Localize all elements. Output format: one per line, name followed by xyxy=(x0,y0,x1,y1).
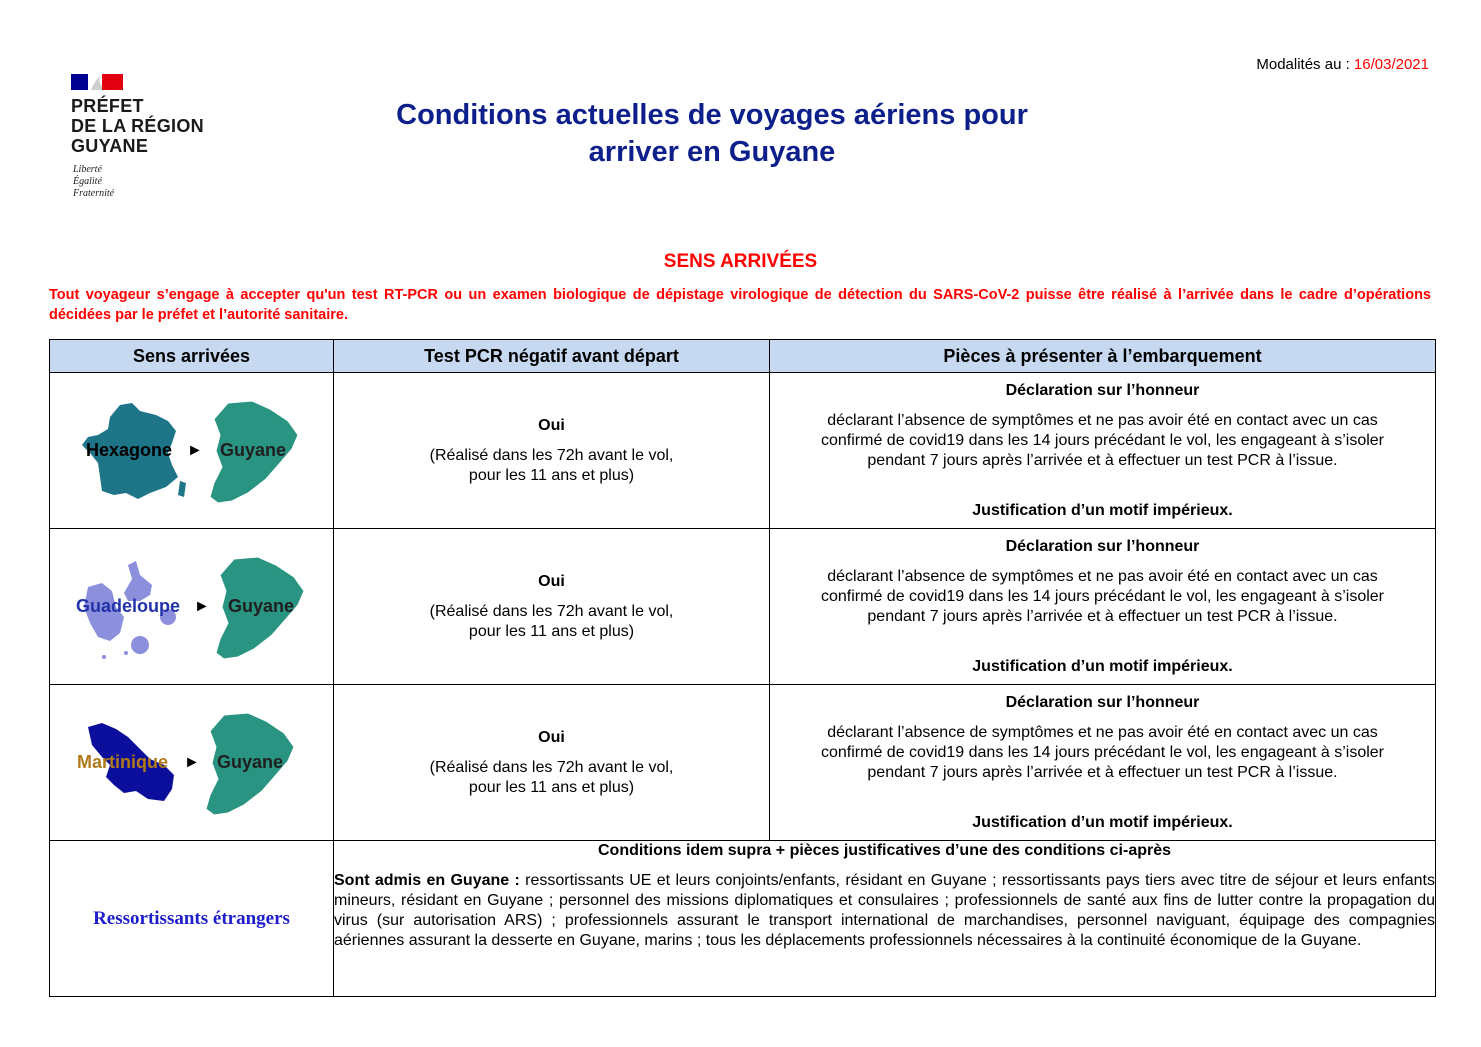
prefecture-logo xyxy=(56,52,228,216)
destination-label: Guyane xyxy=(217,752,284,772)
header-sens-arrivees: Sens arrivées xyxy=(50,340,334,373)
pcr-cell: Oui (Réalisé dans les 72h avant le vol, pour les 11 ans et plus) xyxy=(429,416,674,484)
destination-label: Guyane xyxy=(228,596,295,616)
table-row xyxy=(50,685,1436,841)
origin-label: Martinique xyxy=(77,752,169,772)
table-row xyxy=(50,373,1436,529)
origin-label: Guadeloupe xyxy=(76,596,181,616)
marianne-flag-icon xyxy=(71,72,123,92)
route-martinique-guyane xyxy=(50,685,333,840)
destination-label: Guyane xyxy=(220,440,287,460)
route-hexagone-guyane xyxy=(50,373,333,528)
logo-motto: Liberté Égalité Fraternité xyxy=(73,164,115,199)
pcr-cell: Oui (Réalisé dans les 72h avant le vol, pour les 11 ans et plus) xyxy=(429,572,674,640)
arrival-conditions-table xyxy=(49,339,1436,997)
page-title: Conditions actuelles de voyages aériens pour arriver en Guyane xyxy=(396,99,1028,168)
header-pieces: Pièces à présenter à l’embarquement xyxy=(770,340,1436,373)
table-row xyxy=(50,841,1436,997)
table-row xyxy=(50,529,1436,685)
arrow-icon: ► xyxy=(194,598,210,615)
header-test-pcr: Test PCR négatif avant départ xyxy=(334,340,770,373)
arrow-icon: ► xyxy=(184,754,200,771)
rt-pcr-notice: Tout voyageur s’engage à accepter qu'un test RT-PCR ou un examen biologique de dépistage virologique de détection du SARS-CoV-2 puisse être réalisé à l’arrivée dans le cadre d’opérations décidées par le préfet et l’autorité sanitaire. xyxy=(49,287,1431,323)
logo-text: PRÉFET DE LA RÉGION GUYANE xyxy=(71,96,204,156)
documents-cell: Déclaration sur l’honneur déclarant l’absence de symptômes et ne pas avoir été en contact avec un cas confirmé de covid19 dans les 14 jours précédant le vol, les engageant à s’isoler pendant 7 jours après l’arrivée et à effectuer un test PCR à l’issue. Justification d’un motif impérieux. xyxy=(821,381,1384,519)
origin-label: Hexagone xyxy=(86,440,173,460)
foreign-conditions-cell: Conditions idem supra + pièces justificatives d’une des conditions ci-après Sont admis en Guyane : ressortissants UE et leurs conjoints/enfants, résidant en Guyane ; ressortissants pays tiers avec titre de séjour et leurs enfants mineurs, résidant en Guyane ; personnel des missions diplomatiques et consulaires ; professionnels de santé aux fins de lutter contre la propagation du virus (sur autorisation ARS) ; professionnels assurant le transport international de marchandises, personnel naviguant, équipage des compagnies aériennes assurant la desserte en Guyane, marins ; tous les déplacements professionnels nécessaires à la continuité économique de la Guyane. xyxy=(334,841,1436,997)
section-title: SENS ARRIVÉES xyxy=(663,251,818,272)
documents-cell: Déclaration sur l’honneur déclarant l’absence de symptômes et ne pas avoir été en contact avec un cas confirmé de covid19 dans les 14 jours précédant le vol, les engageant à s’isoler pendant 7 jours après l’arrivée et à effectuer un test PCR à l’issue. Justification d’un motif impérieux. xyxy=(821,537,1384,675)
arrow-icon: ► xyxy=(187,442,203,459)
pcr-cell: Oui (Réalisé dans les 72h avant le vol, pour les 11 ans et plus) xyxy=(429,728,674,796)
modalites-date: Modalités au : 16/03/2021 xyxy=(1256,56,1429,73)
documents-cell: Déclaration sur l’honneur déclarant l’absence de symptômes et ne pas avoir été en contact avec un cas confirmé de covid19 dans les 14 jours précédant le vol, les engageant à s’isoler pendant 7 jours après l’arrivée et à effectuer un test PCR à l’issue. Justification d’un motif impérieux. xyxy=(821,693,1384,831)
table-header-row xyxy=(50,340,1436,373)
route-guadeloupe-guyane xyxy=(50,529,333,684)
foreign-nationals-label: Ressortissants étrangers xyxy=(93,907,290,929)
